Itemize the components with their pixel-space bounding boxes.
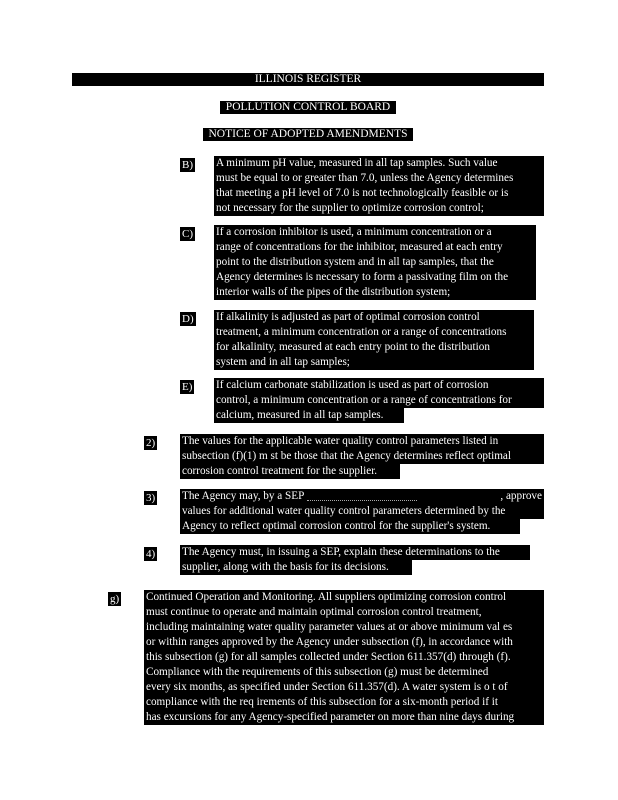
item-c-line: range of concentrations for the inhibitor, measured at each entry bbox=[214, 240, 536, 255]
item-e-line: If calcium carbonate stabilization is used as part of corrosion bbox=[214, 378, 544, 393]
item-b-line: A minimum pH value, measured in all tap samples. Such value bbox=[214, 156, 544, 171]
para-3-line: values for additional water quality control parameters determined by the bbox=[180, 504, 544, 519]
subsection-g-line: must continue to operate and maintain optimal corrosion control treatment, bbox=[144, 605, 544, 620]
board-header: POLLUTION CONTROL BOARD bbox=[220, 101, 396, 114]
item-b-line: must be equal to or greater than 7.0, unless the Agency determines bbox=[214, 171, 544, 186]
para-4-line: supplier, along with the basis for its decisions. bbox=[180, 560, 412, 575]
redaction-mark bbox=[307, 492, 417, 501]
item-c-line: Agency determines is necessary to form a passivating film on the bbox=[214, 270, 536, 285]
item-d-line: system and in all tap samples; bbox=[214, 355, 534, 370]
para-2-label: 2) bbox=[146, 437, 156, 449]
item-d-line: for alkalinity, measured at each entry point to the distribution bbox=[214, 340, 534, 355]
subsection-g-line: or within ranges approved by the Agency under subsection (f), in accordance with bbox=[144, 635, 544, 650]
subsection-g-line: this subsection (g) for all samples collected under Section 611.357(d) through (f). bbox=[144, 650, 544, 665]
item-c-line: interior walls of the pipes of the distribution system; bbox=[214, 285, 536, 300]
subsection-g-line: compliance with the req irements of this subsection for a six-month period if it bbox=[144, 695, 544, 710]
item-b-line: not necessary for the supplier to optimize corrosion control; bbox=[214, 201, 544, 216]
subsection-g-line: including maintaining water quality parameter values at or above minimum val es bbox=[144, 620, 544, 635]
subsection-g-line: every six months, as specified under Section 611.357(d). A water system is o t of bbox=[144, 680, 544, 695]
item-c-label: C) bbox=[182, 228, 193, 240]
subsection-g-label: g) bbox=[110, 593, 120, 605]
para-3-line-start: The Agency may, by a SEP bbox=[182, 490, 304, 502]
para-2-line: subsection (f)(1) m st be those that the Agency determines reflect optimal bbox=[180, 449, 544, 464]
item-d-label: D) bbox=[182, 313, 194, 325]
subsection-g-line: Continued Operation and Monitoring. All suppliers optimizing corrosion control bbox=[144, 590, 544, 605]
para-2-line: The values for the applicable water quality control parameters listed in bbox=[180, 434, 544, 449]
item-e-label: E) bbox=[182, 381, 193, 393]
para-2-line: corrosion control treatment for the supplier. bbox=[180, 464, 400, 479]
para-4-line: The Agency must, in issuing a SEP, explain these determinations to the bbox=[180, 545, 530, 560]
para-3-line-end: , approve bbox=[500, 490, 542, 502]
para-3-label: 3) bbox=[146, 492, 156, 504]
item-b-label: B) bbox=[182, 159, 193, 171]
item-c-line: If a corrosion inhibitor is used, a minimum concentration or a bbox=[214, 225, 536, 240]
item-e-line: calcium, measured in all tap samples. bbox=[214, 408, 404, 423]
item-c-line: point to the distribution system and in all tap samples, that the bbox=[214, 255, 536, 270]
register-header: ILLINOIS REGISTER bbox=[72, 73, 544, 86]
subsection-g-line: has excursions for any Agency-specified parameter on more than nine days during bbox=[144, 710, 544, 725]
item-b-line: that meeting a pH level of 7.0 is not technologically feasible or is bbox=[214, 186, 544, 201]
para-4-label: 4) bbox=[146, 548, 156, 560]
item-d-line: treatment, a minimum concentration or a range of concentrations bbox=[214, 325, 534, 340]
para-3-line bbox=[180, 489, 544, 504]
notice-header: NOTICE OF ADOPTED AMENDMENTS bbox=[203, 128, 413, 141]
subsection-g-line: Compliance with the requirements of this subsection (g) must be determined bbox=[144, 665, 544, 680]
item-d-line: If alkalinity is adjusted as part of optimal corrosion control bbox=[214, 310, 534, 325]
item-e-line: control, a minimum concentration or a range of concentrations for bbox=[214, 393, 544, 408]
para-3-line: Agency to reflect optimal corrosion control for the supplier's system. bbox=[180, 519, 520, 534]
